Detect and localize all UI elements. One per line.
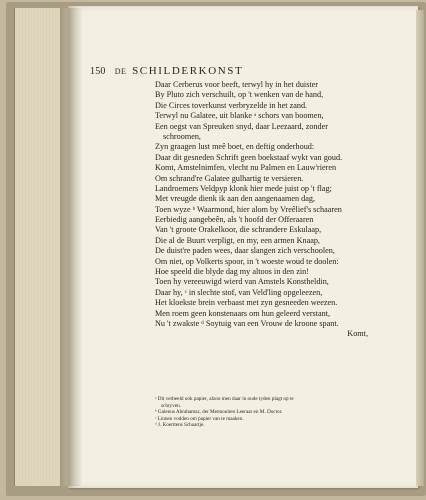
text-line: Daar Cerberus voor beeft, terwyl hy in het duister: [155, 80, 319, 89]
running-title: SCHILDERKONST: [132, 65, 244, 77]
catchword: Komt,: [347, 329, 368, 339]
text-line: De duist're paden wees, daar slangen zich verschoolen,: [155, 246, 335, 256]
right-page-edge: [416, 10, 424, 486]
text-line: Landroemers Veldpyp klonk hier mede juist op 't flag;: [155, 183, 332, 193]
text-line: Nu 't zwakste ᵈ Soytuig van een Vrouw de kroone spant.: [155, 318, 339, 328]
text-line: Het kloekste brein verbaast met zyn gesneeden weezen.: [155, 298, 338, 308]
text-line: Toen wyze ᵇ Waarmond, hier alom by Vreêlief's schaaren: [155, 204, 342, 214]
text-line: schroomen,: [163, 131, 201, 141]
text-line: Om schrand're Galatee gulhartig te versieren.: [155, 173, 304, 183]
text-line: Men roem geen konstenaars om hun geleerd verstant,: [155, 308, 331, 318]
text-line: Daar hy, ᶜ in slechte stof, van Veld'ling opgeleezen,: [155, 287, 323, 297]
text-line: Hoe speeld die blyde dag my altoos in den zin!: [155, 267, 309, 277]
footnote-continuation: schryven.: [161, 402, 182, 409]
text-line: Om niet, op Volkerts spoor, in 't woeste woud te doolen:: [155, 256, 339, 266]
text-line: Die al de Buurt verpligt, en my, een armen Knaap,: [155, 235, 320, 245]
text-line: Zyn graagen lust meê boet, en deftig onderhoud:: [155, 142, 315, 152]
text-line: Toen hy vereeuwigd wierd van Amstels Konstheldin,: [155, 277, 329, 287]
text-line: Met vreugde dienk ik aan den aangenaamen dag,: [155, 194, 316, 204]
page-header: [90, 65, 370, 77]
footnote: ᵇ Galenus Abrahamsz, der Mennoniten Leeraar en M. Doctor.: [155, 409, 283, 416]
spine-shadow: [60, 8, 82, 486]
header-de: DE: [114, 67, 127, 76]
text-line: Komt, Amstelnimfen, vlecht nu Palmen en Lauw'rieren: [155, 163, 337, 173]
footnote: ᵈ J. Koerttens Schaartje.: [155, 422, 205, 429]
page-number: 150: [90, 66, 106, 77]
text-line: Terwyl nu Galatee, uit blanke ᵃ schors van boomen,: [155, 111, 324, 121]
footnotes: [155, 396, 370, 429]
text-line: Van 't groote Orakelkoor, die schrandere Eskulaap,: [155, 225, 322, 235]
text-line: Daar dit gesneden Schrift geen boekstaaf wykt van goud.: [155, 152, 343, 162]
text-line: Een oegst van Spreuken snyd, daar Leezaard, zonder: [155, 121, 329, 131]
text-line: By Pluto zich verschuilt, op 't wenken van de hand,: [155, 90, 324, 100]
text-line: Die Circes toverkunst verbryzelde in het zand.: [155, 100, 308, 110]
footnote: ᵃ Dit verbeeld ook papier, alzoo men daar in oude tyden plagt op te: [155, 396, 294, 402]
text-line: Eerbiedig aangebeên, als 't hoofd der Offeraaren: [155, 215, 314, 225]
footnote: ᶜ Linnen vodden om papier van te maaken.: [155, 415, 244, 422]
poem-text: [155, 80, 370, 340]
